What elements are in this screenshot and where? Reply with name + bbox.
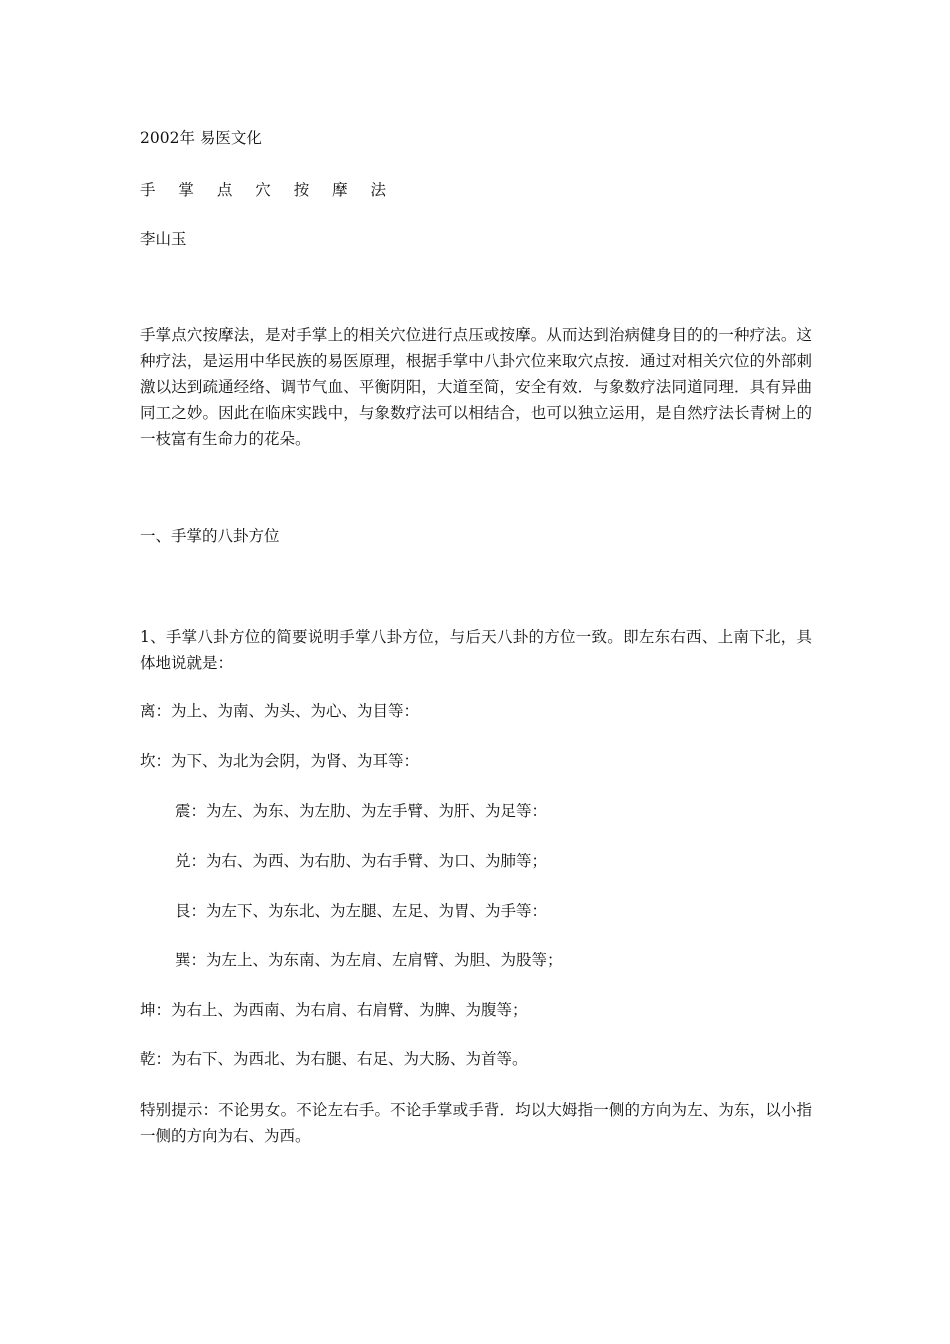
trigram-gen: 艮：为左下、为东北、为左腿、左足、为胃、为手等： [175,902,548,920]
trigram-kun: 坤：为右上、为西南、为右肩、右肩臂、为脾、为腹等； [140,1001,528,1019]
author-name: 李山玉 [140,230,187,248]
trigram-qian: 乾：为右下、为西北、为右腿、右足、为大肠、为首等。 [140,1050,528,1068]
trigram-kan: 坎：为下、为北为会阴，为肾、为耳等： [140,752,420,770]
trigram-zhen: 震：为左、为东、为左肋、为左手臂、为肝、为足等： [175,802,548,820]
document-title: 手 掌 点 穴 按 摩 法 [140,181,396,199]
special-note: 特别提示：不论男女。不论左右手。不论手掌或手背．均以大姆指一侧的方向为左、为东，以小指一侧的方向为右、为西。 [140,1101,812,1145]
section-heading: 一、手掌的八卦方位 [140,527,280,545]
trigram-xun: 巽：为左上、为东南、为左肩、左肩臂、为胆、为股等； [175,951,563,969]
trigram-dui: 兑：为右、为西、为右肋、为右手臂、为口、为肺等； [175,852,548,870]
year-line: 2002年 易医文化 [140,129,262,147]
section-sub-paragraph: 1、手掌八卦方位的简要说明手掌八卦方位，与后天八卦的方位一致。即左东右西、上南下北，具体地说就是： [140,628,812,672]
intro-paragraph: 手掌点穴按摩法，是对手掌上的相关穴位进行点压或按摩。从而达到治病健身目的的一种疗法。这种疗法，是运用中华民族的易医原理，根据手掌中八卦穴位来取穴点按．通过对相关穴位的外部刺激以达到疏通经络、调节气血、平衡阴阳，大道至简，安全有效．与象数疗法同道同理．具有异曲同工之妙。因此在临床实践中，与象数疗法可以相结合，也可以独立运用，是自然疗法长青树上的一枝富有生命力的花朵。 [140,326,812,448]
trigram-li: 离：为上、为南、为头、为心、为目等： [140,702,420,720]
